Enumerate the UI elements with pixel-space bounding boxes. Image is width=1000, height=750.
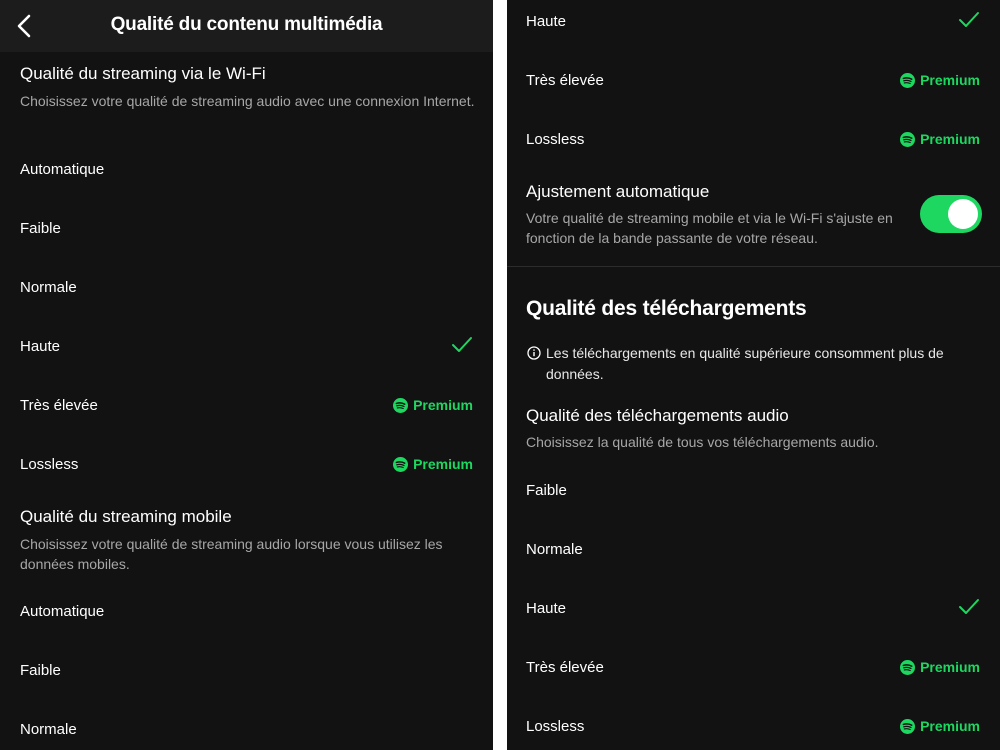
download-option-tres-elevee[interactable] bbox=[526, 648, 980, 688]
premium-label: Premium bbox=[413, 397, 473, 413]
mobile-option-lossless[interactable] bbox=[526, 120, 980, 160]
option-label: Haute bbox=[526, 13, 567, 30]
option-label: Faible bbox=[526, 482, 567, 499]
premium-label: Premium bbox=[920, 659, 980, 675]
mobile-option-haute[interactable] bbox=[526, 2, 980, 42]
premium-badge bbox=[900, 718, 980, 734]
section-divider bbox=[507, 266, 1000, 267]
download-option-haute[interactable] bbox=[526, 589, 980, 629]
option-label: Faible bbox=[20, 220, 61, 237]
wifi-option-lossless[interactable] bbox=[20, 445, 473, 485]
audio-downloads-description: Choisissez la qualité de tous vos téléchargements audio. bbox=[526, 434, 879, 450]
mobile-section-description: Choisissez votre qualité de streaming audio lorsque vous utilisez les données mobiles. bbox=[20, 536, 443, 572]
spotify-logo-icon bbox=[900, 719, 915, 734]
option-label: Automatique bbox=[20, 161, 105, 178]
premium-badge bbox=[900, 72, 980, 88]
auto-adjust-toggle[interactable] bbox=[920, 195, 982, 233]
option-label: Lossless bbox=[526, 718, 585, 735]
option-label: Haute bbox=[20, 338, 61, 355]
wifi-option-tres-elevee[interactable] bbox=[20, 386, 473, 426]
premium-label: Premium bbox=[920, 72, 980, 88]
mobile-option-normale[interactable] bbox=[20, 710, 473, 750]
toggle-knob bbox=[948, 199, 978, 229]
top-bar bbox=[0, 0, 493, 52]
spotify-logo-icon bbox=[393, 398, 408, 413]
option-label: Normale bbox=[20, 279, 77, 296]
premium-label: Premium bbox=[413, 456, 473, 472]
spotify-logo-icon bbox=[900, 132, 915, 147]
mobile-section-title: Qualité du streaming mobile bbox=[20, 507, 232, 526]
option-label: Automatique bbox=[20, 603, 105, 620]
option-label: Normale bbox=[20, 721, 77, 738]
wifi-section-title: Qualité du streaming via le Wi-Fi bbox=[20, 64, 266, 83]
downloads-info-text: Les téléchargements en qualité supérieure consomment plus de données. bbox=[546, 345, 944, 382]
wifi-section-description: Choisissez votre qualité de streaming audio avec une connexion Internet. bbox=[20, 93, 475, 109]
wifi-option-faible[interactable] bbox=[20, 209, 473, 249]
mobile-option-faible[interactable] bbox=[20, 651, 473, 691]
download-option-faible[interactable] bbox=[526, 471, 980, 511]
spotify-logo-icon bbox=[900, 73, 915, 88]
info-icon bbox=[527, 346, 541, 360]
page-title: Qualité du contenu multimédia bbox=[110, 14, 383, 35]
option-label: Lossless bbox=[20, 456, 79, 473]
audio-downloads-title: Qualité des téléchargements audio bbox=[526, 406, 789, 425]
auto-adjust-title: Ajustement automatique bbox=[526, 182, 710, 201]
premium-label: Premium bbox=[920, 718, 980, 734]
download-option-lossless[interactable] bbox=[526, 707, 980, 747]
option-label: Faible bbox=[20, 662, 61, 679]
option-label: Très élevée bbox=[526, 72, 604, 89]
premium-badge bbox=[900, 659, 980, 675]
left-screen bbox=[0, 0, 493, 750]
wifi-option-automatique[interactable] bbox=[20, 150, 473, 190]
wifi-option-haute[interactable] bbox=[20, 327, 473, 367]
premium-label: Premium bbox=[920, 131, 980, 147]
option-label: Lossless bbox=[526, 131, 585, 148]
premium-badge bbox=[900, 131, 980, 147]
downloads-section-title: Qualité des téléchargements bbox=[526, 297, 807, 320]
option-label: Très élevée bbox=[20, 397, 98, 414]
check-icon bbox=[958, 10, 980, 30]
premium-badge bbox=[393, 456, 473, 472]
mobile-option-tres-elevee[interactable] bbox=[526, 61, 980, 101]
check-icon bbox=[958, 597, 980, 617]
check-icon bbox=[451, 335, 473, 355]
option-label: Haute bbox=[526, 600, 567, 617]
auto-adjust-description: Votre qualité de streaming mobile et via le Wi-Fi s'ajuste en fonction de la bande passante de votre réseau. bbox=[526, 210, 893, 246]
option-label: Normale bbox=[526, 541, 583, 558]
download-option-normale[interactable] bbox=[526, 530, 980, 570]
wifi-option-normale[interactable] bbox=[20, 268, 473, 308]
spotify-logo-icon bbox=[900, 660, 915, 675]
mobile-option-automatique[interactable] bbox=[20, 592, 473, 632]
premium-badge bbox=[393, 397, 473, 413]
right-screen bbox=[507, 0, 1000, 750]
option-label: Très élevée bbox=[526, 659, 604, 676]
spotify-logo-icon bbox=[393, 457, 408, 472]
